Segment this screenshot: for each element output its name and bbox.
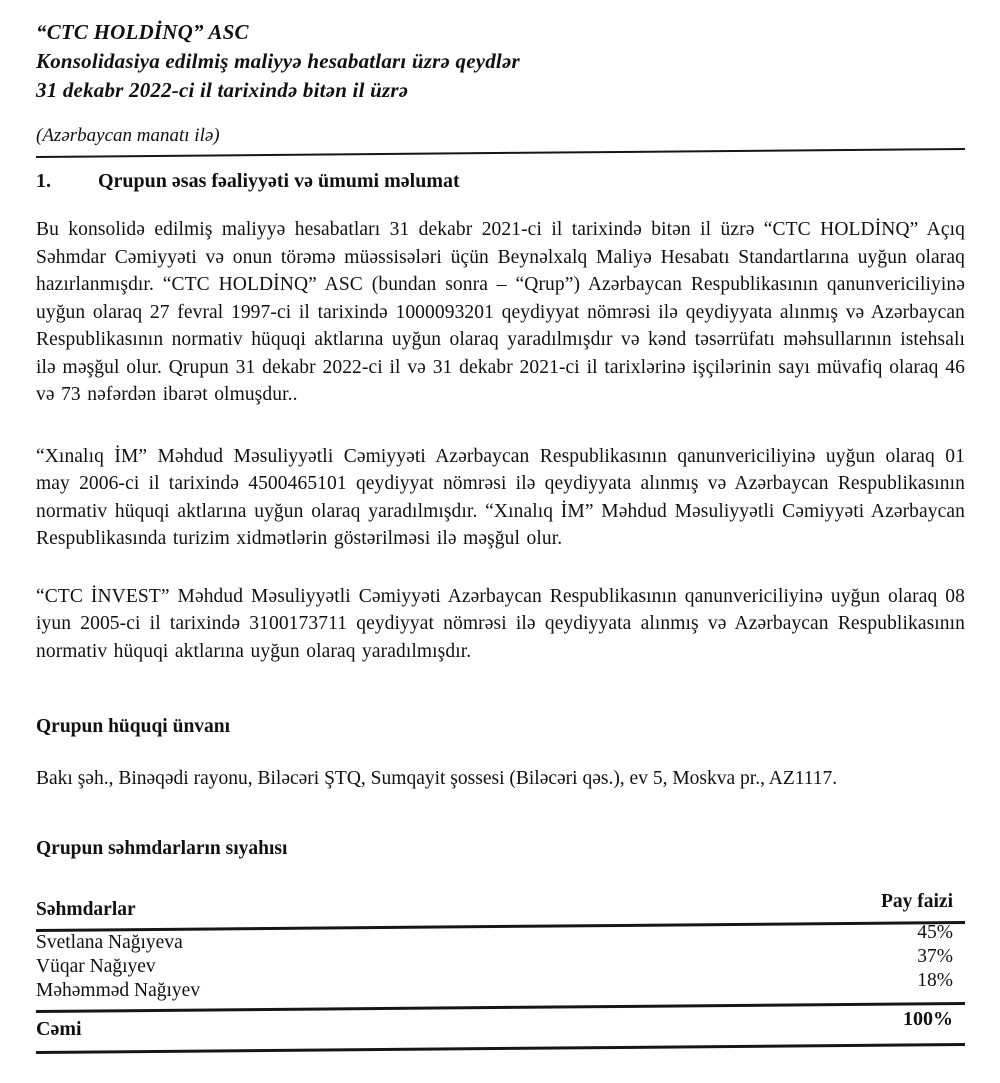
column-header-share: Pay faizi bbox=[880, 891, 953, 912]
paragraph-group-overview: Bu konsolidə edilmiş maliyyə hesabatları 31 dekabr 2021-ci il tarixində bitən il üzrə “CTC HOLDİNQ” Açıq Səhmdar Cəmiyyəti və onun törəmə müəssisələri üçün Beynəlxalq Maliyə Hesabatı Standartlarına uyğun olaraq hazırlanmışdır. “CTC HOLDİNQ” ASC (bundan sonra – “Qrup”) Azərbaycan Respublikasının qanunvericiliyinə uyğun olaraq 27 fevral 1997-ci il tarixində 1000093201 qeydiyyat nömrəsi ilə qeydiyyata alınmış və Azərbaycan Respublikasının normativ hüquqi aktlarına uyğun olaraq yaradılmışdır və kənd təsərrüfatı məhsullarının istehsalı ilə məşğul olur. Qrupun 31 dekabr 2022-ci il və 31 dekabr 2021-ci il tarixlərinə işçilərinin sayı müvafiq olaraq 46 və 73 nəfərdən ibarət olmuşdur.. bbox=[36, 219, 965, 405]
total-share: 100% bbox=[903, 1008, 953, 1030]
shareholder-share: 37% bbox=[917, 946, 953, 967]
shareholder-name: Vüqar Nağıyev bbox=[36, 956, 156, 977]
company-name: “CTC HOLDİNQ” ASC bbox=[36, 20, 249, 44]
report-title: Konsolidasiya edilmiş maliyyə hesabatları üzrə qeydlər bbox=[36, 49, 520, 73]
header-divider bbox=[36, 148, 965, 158]
column-header-shareholders: Səhmdarlar bbox=[36, 899, 136, 920]
table-row bbox=[36, 970, 965, 1003]
currency-note: (Azərbaycan manatı ilə) bbox=[36, 125, 220, 146]
section-title: Qrupun əsas fəaliyyəti və ümumi məlumat bbox=[98, 170, 460, 192]
table-row bbox=[36, 946, 965, 979]
legal-address-heading: Qrupun hüquqi ünvanı bbox=[36, 716, 231, 737]
total-label: Cəmi bbox=[36, 1018, 82, 1040]
section-number: 1. bbox=[36, 170, 51, 192]
table-total-row bbox=[36, 1009, 965, 1045]
shareholder-share: 18% bbox=[917, 970, 953, 991]
table-row bbox=[36, 922, 965, 955]
shareholder-share: 45% bbox=[917, 922, 953, 943]
shareholder-name: Məhəmməd Nağıyev bbox=[36, 980, 201, 1001]
section-heading bbox=[36, 168, 965, 194]
letterhead bbox=[36, 18, 965, 105]
table-body bbox=[36, 922, 965, 1003]
shareholder-name: Svetlana Nağıyeva bbox=[36, 932, 183, 953]
shareholders-table bbox=[36, 891, 965, 1050]
paragraph-ctc-invest: “CTC İNVEST” Məhdud Məsuliyyətli Cəmiyyəti Azərbaycan Respublikasının qanunvericiliyinə uyğun olaraq 08 iyun 2005-ci il tarixində 3100173711 qeydiyyat nömrəsi ilə qeydiyyata alınmış və Azərbaycan Respublikasının normativ hüquqi aktlarına uyğun olaraq yaradılmışdır. bbox=[36, 585, 965, 662]
shareholders-heading: Qrupun səhmdarların sıyahısı bbox=[36, 838, 288, 859]
paragraph-xinaliq: “Xınalıq İM” Məhdud Məsuliyyətli Cəmiyyəti Azərbaycan Respublikasının qanunvericiliyinə uyğun olaraq 01 may 2006-ci il tarixində 4500465101 qeydiyyat nömrəsi ilə qeydiyyata alınmış və Azərbaycan Respublikasının normativ hüquqi aktlarına uyğun olaraq yaradılmışdır. “Xınalıq İM” Məhdud Məsuliyyətli Cəmiyyəti Azərbaycan Respublikasında turizim xidmətlərin göstərilməsi ilə məşğul olur. bbox=[36, 445, 965, 549]
legal-address-text: Bakı şəh., Binəqədi rayonu, Biləcəri ŞTQ, Sumqayit şossesi (Biləcəri qəs.), ev 5, Moskva pr., AZ1117. bbox=[36, 768, 838, 789]
table-header-row bbox=[36, 891, 965, 923]
report-period: 31 dekabr 2022-ci il tarixində bitən il üzrə bbox=[36, 78, 409, 102]
